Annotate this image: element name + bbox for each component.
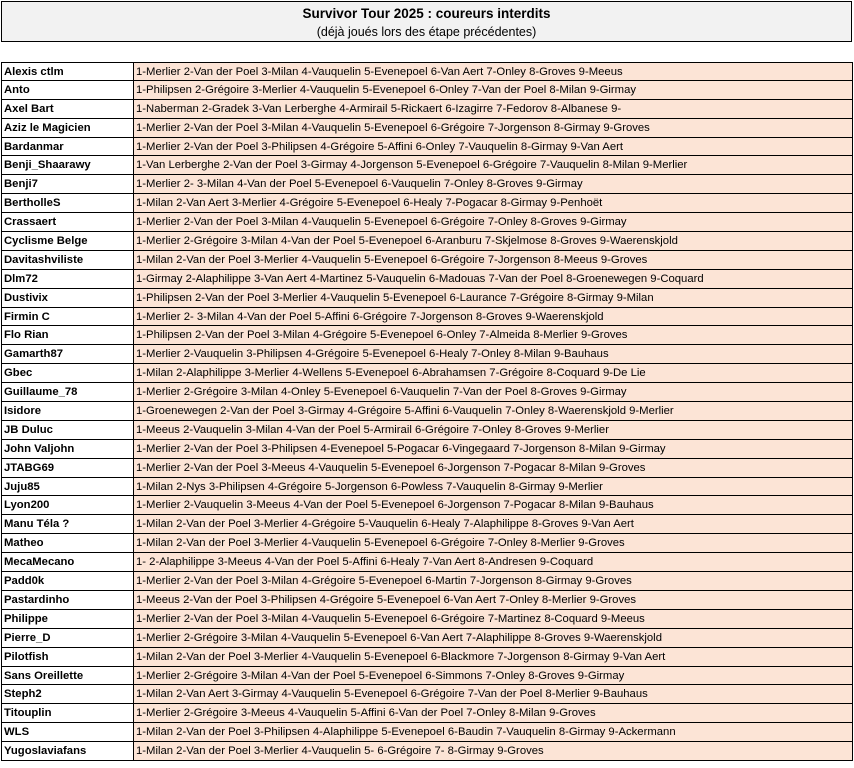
- player-name-cell[interactable]: Dlm72: [1, 270, 134, 288]
- player-name-cell[interactable]: Bardanmar: [1, 138, 134, 156]
- forbidden-riders-cell[interactable]: 1-Merlier 2-Vauquelin 3-Philipsen 4-Grégoire 5-Evenepoel 6-Healy 7-Onley 8-Milan 9-Bauhaus: [134, 345, 853, 363]
- table-row: [1, 138, 853, 157]
- table-row: [1, 383, 853, 402]
- forbidden-riders-cell[interactable]: 1-Merlier 2-Grégoire 3-Milan 4-Vauquelin 5-Evenepoel 6-Van Aert 7-Alaphilippe 8-Groves 9-Waerenskjold: [134, 629, 853, 647]
- player-name-cell[interactable]: Manu Téla ?: [1, 515, 134, 533]
- table-row: [1, 704, 853, 723]
- table-row: [1, 119, 853, 138]
- player-name-cell[interactable]: John Valjohn: [1, 440, 134, 458]
- table-row: [1, 81, 853, 100]
- player-name-cell[interactable]: Gamarth87: [1, 345, 134, 363]
- table-row: [1, 496, 853, 515]
- player-name-cell[interactable]: Cyclisme Belge: [1, 232, 134, 250]
- player-name-cell[interactable]: Firmin C: [1, 308, 134, 326]
- forbidden-riders-cell[interactable]: 1-Merlier 2-Van der Poel 3-Milan 4-Vauquelin 5-Evenepoel 6-Van Aert 7-Onley 8-Groves 9-Meeus: [134, 63, 853, 80]
- forbidden-riders-cell[interactable]: 1-Philipsen 2-Van der Poel 3-Milan 4-Grégoire 5-Evenepoel 6-Onley 7-Almeida 8-Merlier 9-Groves: [134, 326, 853, 344]
- sheet-header: [1, 1, 852, 42]
- table-row: [1, 326, 853, 345]
- table-row: [1, 194, 853, 213]
- player-name-cell[interactable]: Gbec: [1, 364, 134, 382]
- table-row: [1, 402, 853, 421]
- player-name-cell[interactable]: Dustivix: [1, 289, 134, 307]
- forbidden-riders-cell[interactable]: 1-Milan 2-Van der Poel 3-Merlier 4-Vauquelin 5-Evenepoel 6-Blackmore 7-Jorgenson 8-Girmay 9-Van Aert: [134, 648, 853, 666]
- player-name-cell[interactable]: Pilotfish: [1, 648, 134, 666]
- player-name-cell[interactable]: Lyon200: [1, 496, 134, 514]
- forbidden-riders-cell[interactable]: 1-Milan 2-Van der Poel 3-Philipsen 4-Alaphilippe 5-Evenepoel 6-Baudin 7-Vauquelin 8-Girmay 9-Ackermann: [134, 723, 853, 741]
- forbidden-riders-cell[interactable]: 1-Philipsen 2-Grégoire 3-Merlier 4-Vauquelin 5-Evenepoel 6-Onley 7-Van der Poel 8-Milan 9-Girmay: [134, 81, 853, 99]
- table-row: [1, 553, 853, 572]
- table-row: [1, 100, 853, 119]
- table-row: [1, 610, 853, 629]
- forbidden-riders-cell[interactable]: 1- 2-Alaphilippe 3-Meeus 4-Van der Poel 5-Affini 6-Healy 7-Van Aert 8-Andresen 9-Coquard: [134, 553, 853, 571]
- forbidden-riders-cell[interactable]: 1-Merlier 2-Grégoire 3-Milan 4-Van der Poel 5-Evenepoel 6-Aranburu 7-Skjelmose 8-Groves 9-Waerenskjold: [134, 232, 853, 250]
- player-name-cell[interactable]: Pierre_D: [1, 629, 134, 647]
- forbidden-riders-cell[interactable]: 1-Merlier 2-Grégoire 3-Meeus 4-Vauquelin 5-Affini 6-Van der Poel 7-Onley 8-Milan 9-Groves: [134, 704, 853, 722]
- player-name-cell[interactable]: BertholleS: [1, 194, 134, 212]
- forbidden-riders-cell[interactable]: 1-Philipsen 2-Van der Poel 3-Merlier 4-Vauquelin 5-Evenepoel 6-Laurance 7-Grégoire 8-Girmay 9-Milan: [134, 289, 853, 307]
- table-row: [1, 345, 853, 364]
- forbidden-riders-cell[interactable]: 1-Merlier 2-Van der Poel 3-Milan 4-Vauquelin 5-Evenepoel 6-Grégoire 7-Jorgenson 8-Girmay 9-Groves: [134, 119, 853, 137]
- table-row: [1, 232, 853, 251]
- forbidden-riders-cell[interactable]: 1-Merlier 2-Van der Poel 3-Milan 4-Grégoire 5-Evenepoel 6-Martin 7-Jorgenson 8-Girmay 9-Groves: [134, 572, 853, 590]
- player-name-cell[interactable]: MecaMecano: [1, 553, 134, 571]
- player-name-cell[interactable]: Sans Oreillette: [1, 667, 134, 685]
- forbidden-riders-cell[interactable]: 1-Meeus 2-Vauquelin 3-Milan 4-Van der Poel 5-Armirail 6-Grégoire 7-Onley 8-Groves 9-Merlier: [134, 421, 853, 439]
- forbidden-riders-cell[interactable]: 1-Merlier 2-Grégoire 3-Milan 4-Van der Poel 5-Evenepoel 6-Simmons 7-Onley 8-Groves 9-Girmay: [134, 667, 853, 685]
- forbidden-riders-cell[interactable]: 1-Milan 2-Van der Poel 3-Merlier 4-Vauquelin 5- 6-Grégoire 7- 8-Girmay 9-Groves: [134, 742, 853, 760]
- table-row: [1, 667, 853, 686]
- player-name-cell[interactable]: Benji_Shaarawy: [1, 156, 134, 174]
- player-name-cell[interactable]: Crassaert: [1, 213, 134, 231]
- forbidden-riders-cell[interactable]: 1-Girmay 2-Alaphilippe 3-Van Aert 4-Martinez 5-Vauquelin 6-Madouas 7-Van der Poel 8-Groenewegen 9-Coquard: [134, 270, 853, 288]
- table-row: [1, 251, 853, 270]
- player-name-cell[interactable]: JTABG69: [1, 459, 134, 477]
- table-row: [1, 742, 853, 761]
- table-row: [1, 289, 853, 308]
- forbidden-riders-cell[interactable]: 1-Merlier 2-Van der Poel 3-Milan 4-Vauquelin 5-Evenepoel 6-Grégoire 7-Martinez 8-Coquard 9-Meeus: [134, 610, 853, 628]
- forbidden-riders-cell[interactable]: 1-Naberman 2-Gradek 3-Van Lerberghe 4-Armirail 5-Rickaert 6-Izagirre 7-Fedorov 8-Albanese 9-: [134, 100, 853, 118]
- forbidden-riders-cell[interactable]: 1-Groenewegen 2-Van der Poel 3-Girmay 4-Grégoire 5-Affini 6-Vauquelin 7-Onley 8-Waerenskjold 9-Merlier: [134, 402, 853, 420]
- table-row: [1, 572, 853, 591]
- table-row: [1, 591, 853, 610]
- table-row: [1, 478, 853, 497]
- player-name-cell[interactable]: Padd0k: [1, 572, 134, 590]
- player-name-cell[interactable]: Matheo: [1, 534, 134, 552]
- forbidden-riders-cell[interactable]: 1-Merlier 2- 3-Milan 4-Van der Poel 5-Affini 6-Grégoire 7-Jorgenson 8-Groves 9-Waerenskjold: [134, 308, 853, 326]
- player-name-cell[interactable]: Davitashviliste: [1, 251, 134, 269]
- table-row: [1, 213, 853, 232]
- player-name-cell[interactable]: Flo Rian: [1, 326, 134, 344]
- player-name-cell[interactable]: Juju85: [1, 478, 134, 496]
- player-name-cell[interactable]: Isidore: [1, 402, 134, 420]
- forbidden-riders-cell[interactable]: 1-Milan 2-Van der Poel 3-Merlier 4-Grégoire 5-Vauquelin 6-Healy 7-Alaphilippe 8-Groves 9-Van Aert: [134, 515, 853, 533]
- player-name-cell[interactable]: WLS: [1, 723, 134, 741]
- table-row: [1, 459, 853, 478]
- player-name-cell[interactable]: Philippe: [1, 610, 134, 628]
- forbidden-riders-cell[interactable]: 1-Van Lerberghe 2-Van der Poel 3-Girmay 4-Jorgenson 5-Evenepoel 6-Grégoire 7-Vauquelin 8-Milan 9-Merlier: [134, 156, 853, 174]
- table-row: [1, 534, 853, 553]
- forbidden-riders-cell[interactable]: 1-Milan 2-Nys 3-Philipsen 4-Grégoire 5-Jorgenson 6-Powless 7-Vauquelin 8-Girmay 9-Merlier: [134, 478, 853, 496]
- table-row: [1, 685, 853, 704]
- player-name-cell[interactable]: Pastardinho: [1, 591, 134, 609]
- forbidden-riders-cell[interactable]: 1-Milan 2-Van der Poel 3-Merlier 4-Vauquelin 5-Evenepoel 6-Grégoire 7-Onley 8-Merlier 9-Groves: [134, 534, 853, 552]
- table-row: [1, 648, 853, 667]
- table-row: [1, 515, 853, 534]
- table-row: [1, 723, 853, 742]
- forbidden-riders-cell[interactable]: 1-Milan 2-Van Aert 3-Girmay 4-Vauquelin 5-Evenepoel 6-Grégoire 7-Van der Poel 8-Merlier 9-Bauhaus: [134, 685, 853, 703]
- player-name-cell[interactable]: Aziz le Magicien: [1, 119, 134, 137]
- player-name-cell[interactable]: Titouplin: [1, 704, 134, 722]
- player-name-cell[interactable]: JB Duluc: [1, 421, 134, 439]
- players-table: [1, 62, 853, 761]
- table-row: [1, 364, 853, 383]
- player-name-cell[interactable]: Axel Bart: [1, 100, 134, 118]
- table-row: [1, 308, 853, 327]
- forbidden-riders-cell[interactable]: 1-Merlier 2- 3-Milan 4-Van der Poel 5-Evenepoel 6-Vauquelin 7-Onley 8-Groves 9-Girmay: [134, 175, 853, 193]
- table-row: [1, 440, 853, 459]
- forbidden-riders-cell[interactable]: 1-Merlier 2-Grégoire 3-Milan 4-Onley 5-Evenepoel 6-Vauquelin 7-Van der Poel 8-Groves 9-Girmay: [134, 383, 853, 401]
- player-name-cell[interactable]: Alexis ctlm: [1, 63, 134, 80]
- forbidden-riders-cell[interactable]: 1-Merlier 2-Van der Poel 3-Philipsen 4-Grégoire 5-Affini 6-Onley 7-Vauquelin 8-Girmay 9-Van Aert: [134, 138, 853, 156]
- player-name-cell[interactable]: Benji7: [1, 175, 134, 193]
- sheet-subtitle: (déjà joués lors des étape précédentes): [316, 25, 537, 39]
- forbidden-riders-cell[interactable]: 1-Meeus 2-Van der Poel 3-Philipsen 4-Grégoire 5-Evenepoel 6-Van Aert 7-Onley 8-Merlier 9-Groves: [134, 591, 853, 609]
- table-row: [1, 629, 853, 648]
- player-name-cell[interactable]: Guillaume_78: [1, 383, 134, 401]
- forbidden-riders-cell[interactable]: 1-Merlier 2-Van der Poel 3-Philipsen 4-Evenepoel 5-Pogacar 6-Vingegaard 7-Jorgenson 8-Milan 9-Girmay: [134, 440, 853, 458]
- player-name-cell[interactable]: Steph2: [1, 685, 134, 703]
- forbidden-riders-cell[interactable]: 1-Merlier 2-Vauquelin 3-Meeus 4-Van der Poel 5-Evenepoel 6-Jorgenson 7-Pogacar 8-Milan 9-Bauhaus: [134, 496, 853, 514]
- forbidden-riders-cell[interactable]: 1-Merlier 2-Van der Poel 3-Milan 4-Vauquelin 5-Evenepoel 6-Grégoire 7-Onley 8-Groves 9-Girmay: [134, 213, 853, 231]
- player-name-cell[interactable]: Anto: [1, 81, 134, 99]
- table-row: [1, 175, 853, 194]
- table-row: [1, 421, 853, 440]
- forbidden-riders-cell[interactable]: 1-Milan 2-Van Aert 3-Merlier 4-Grégoire 5-Evenepoel 6-Healy 7-Pogacar 8-Girmay 9-Penhoët: [134, 194, 853, 212]
- player-name-cell[interactable]: Yugoslaviafans: [1, 742, 134, 760]
- table-row: [1, 62, 853, 81]
- table-row: [1, 270, 853, 289]
- forbidden-riders-cell[interactable]: 1-Merlier 2-Van der Poel 3-Meeus 4-Vauquelin 5-Evenepoel 6-Jorgenson 7-Pogacar 8-Milan 9-Groves: [134, 459, 853, 477]
- sheet-title: Survivor Tour 2025 : coureurs interdits: [302, 6, 551, 21]
- table-row: [1, 156, 853, 175]
- forbidden-riders-cell[interactable]: 1-Milan 2-Alaphilippe 3-Merlier 4-Wellens 5-Evenepoel 6-Abrahamsen 7-Grégoire 8-Coquard 9-De Lie: [134, 364, 853, 382]
- forbidden-riders-cell[interactable]: 1-Milan 2-Van der Poel 3-Merlier 4-Vauquelin 5-Evenepoel 6-Grégoire 7-Jorgenson 8-Meeus 9-Groves: [134, 251, 853, 269]
